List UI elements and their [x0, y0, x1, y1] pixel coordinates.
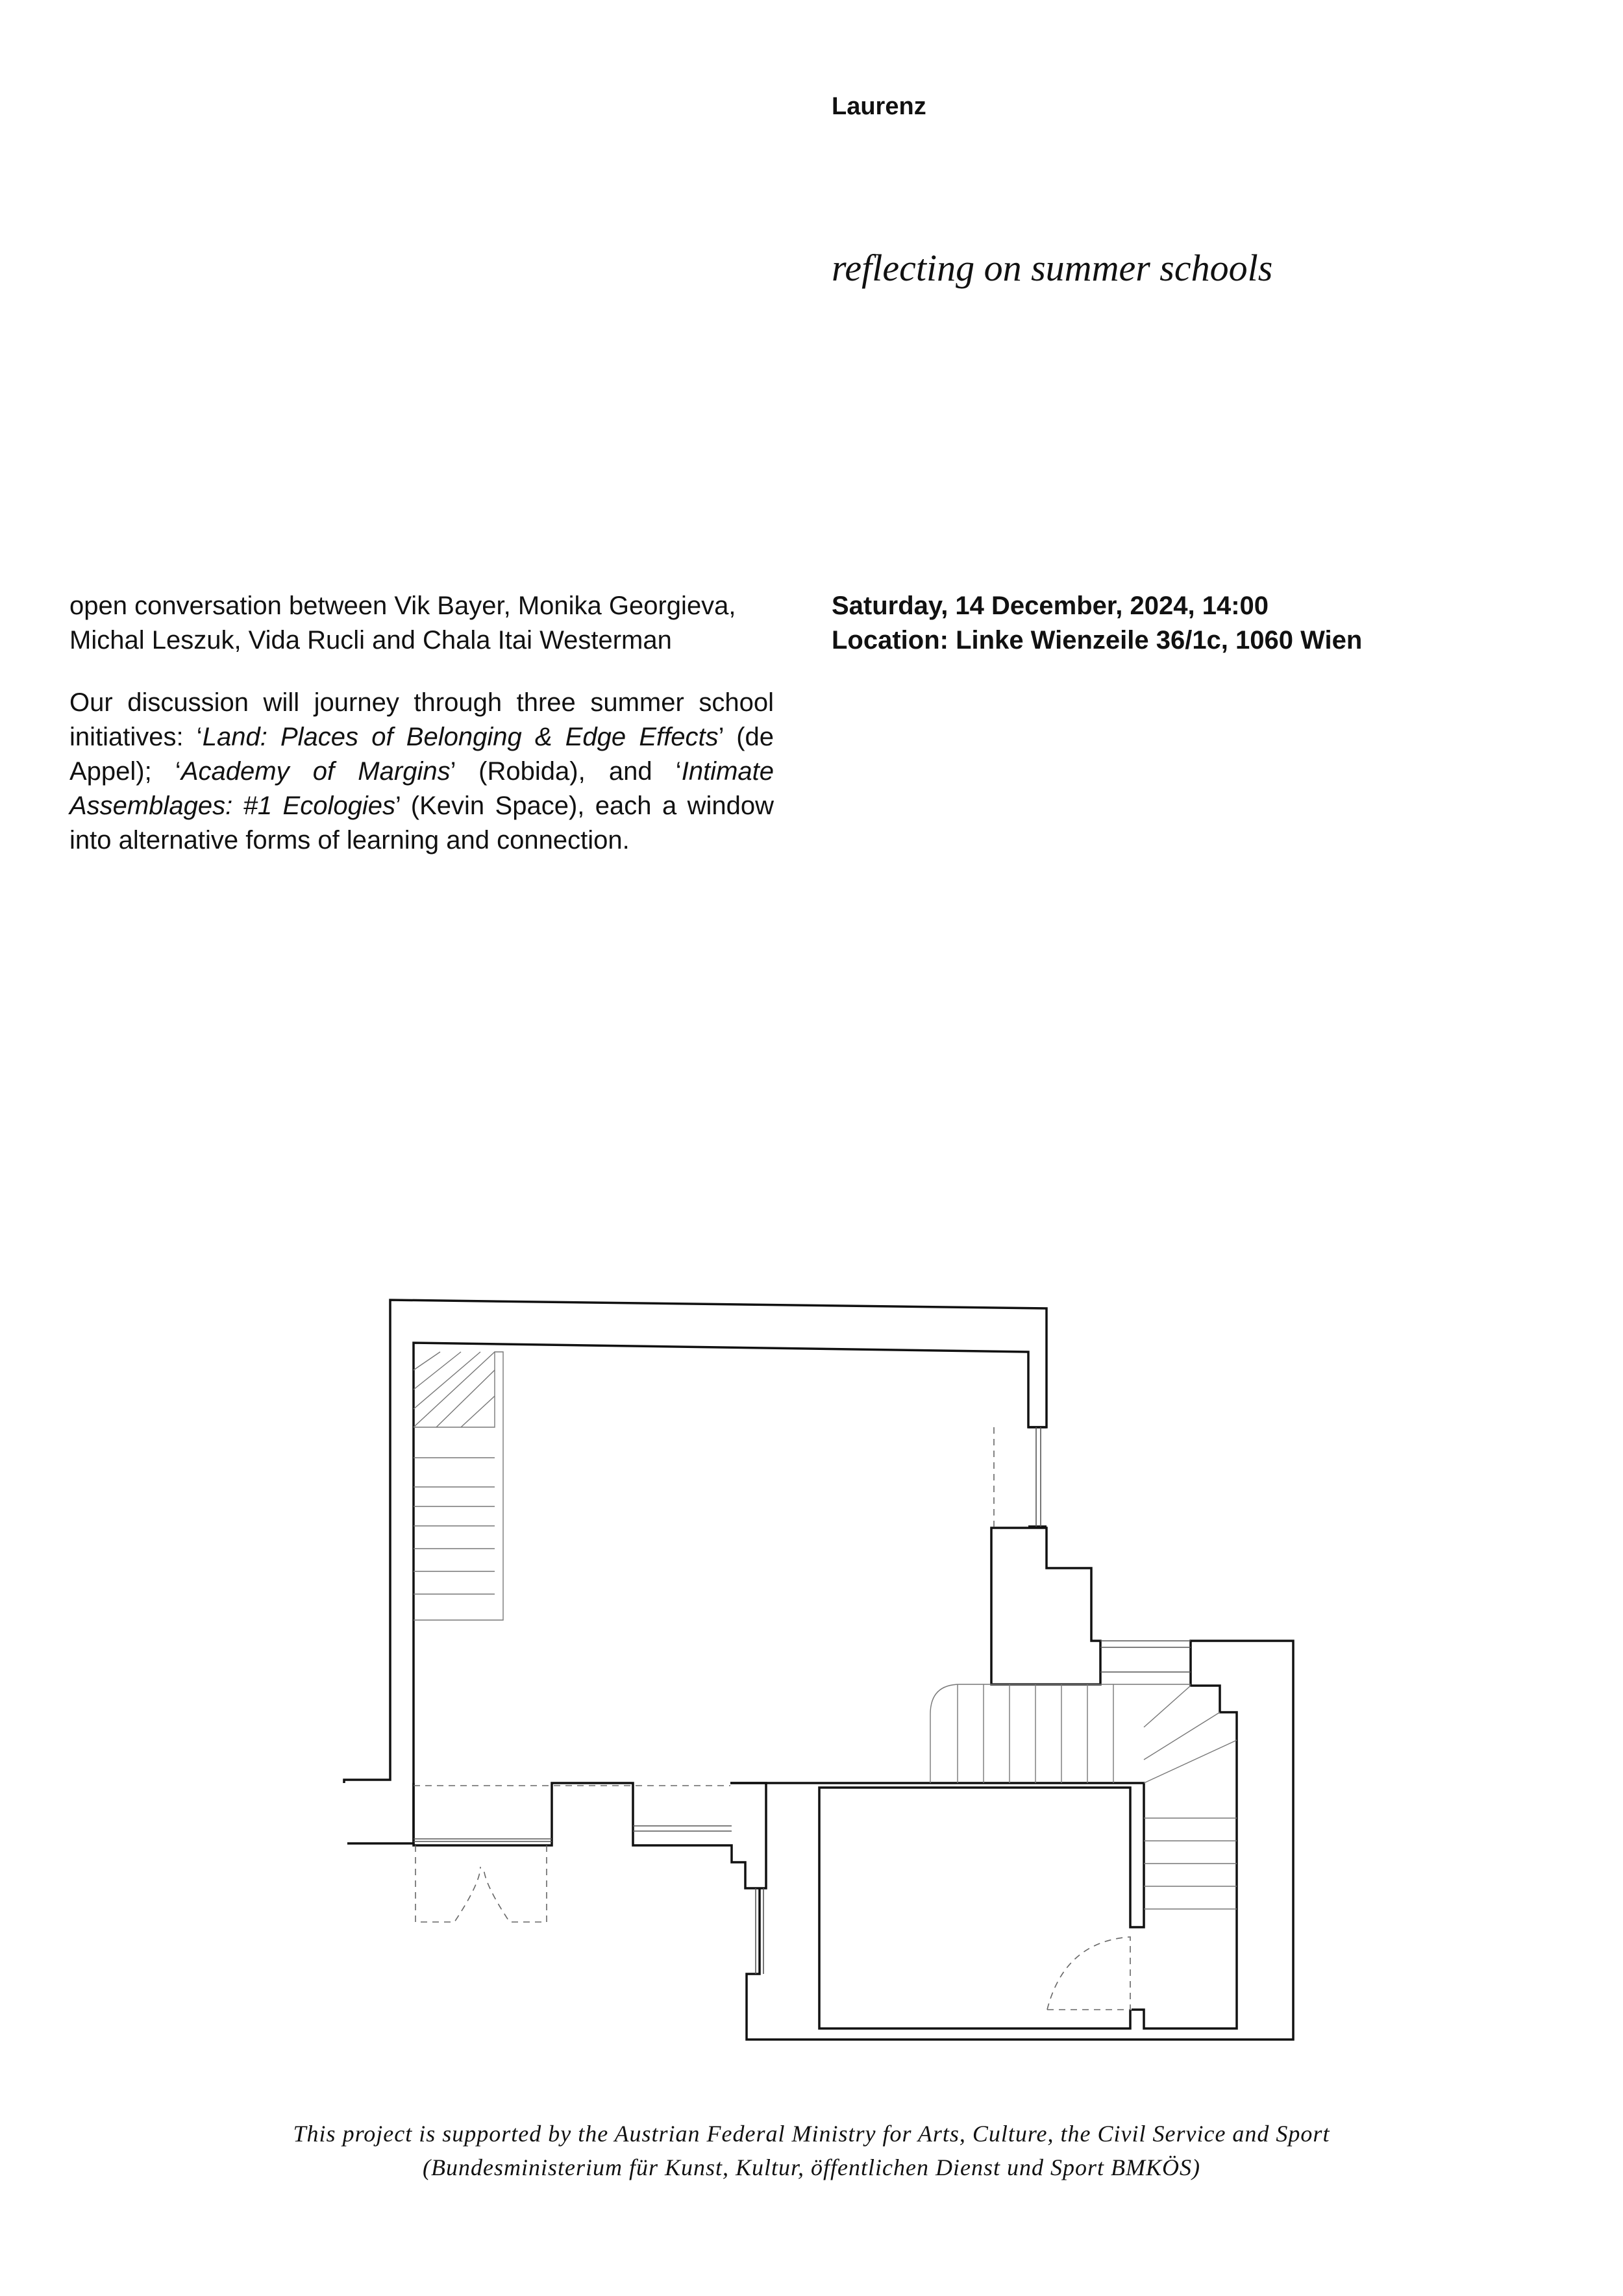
intro-line-1: open conversation between Vik Bayer, Monika Georgieva, — [69, 592, 736, 620]
venue-name: Laurenz — [832, 93, 926, 120]
event-datetime: Saturday, 14 December, 2024, 14:00 — [832, 592, 1269, 620]
school-name-1: Land: Places of Belonging & Edge Effects — [202, 723, 719, 751]
floor-plan-right-stair — [930, 1684, 1237, 1909]
floor-plan-wall — [730, 1783, 1144, 2028]
intro-line-2: Michal Leszuk, Vida Rucli and Chala Itai Westerman — [69, 626, 672, 655]
event-title: reflecting on summer schools — [832, 247, 1273, 289]
floor-plan-windows — [414, 1427, 1191, 1974]
floor-plan-doors — [414, 1427, 1130, 2010]
floor-plan-wall — [747, 1641, 1293, 2040]
event-location: Location: Linke Wienzeile 36/1c, 1060 Wien — [832, 626, 1363, 655]
floor-plan-left-stair — [414, 1352, 503, 1620]
funding-line-1: This project is supported by the Austrian Federal Ministry for Arts, Culture, the Civil Service and Sport — [293, 2121, 1330, 2147]
floor-plan-wall — [1028, 1427, 1047, 1527]
description-part-3: ’ (Robida), and ‘ — [450, 757, 682, 786]
description-part-2: ’ (de Appel); ‘ — [69, 723, 774, 786]
description-part-1: Our discussion will journey through three summer school initiatives: ‘ — [69, 688, 774, 751]
school-name-3: Intimate Assemblages: #1 Ecologies — [69, 757, 774, 820]
floor-plan-wall — [991, 1528, 1100, 1684]
funding-line-2: (Bundesministerium für Kunst, Kultur, öffentlichen Dienst und Sport BMKÖS) — [423, 2154, 1200, 2180]
school-name-2: Academy of Margins — [180, 757, 451, 786]
floor-plan-wall — [414, 1783, 766, 1888]
funding-note — [0, 2117, 1623, 2184]
description-part-4: ’ (Kevin Space), each a window into alternative forms of learning and connection. — [69, 792, 774, 855]
